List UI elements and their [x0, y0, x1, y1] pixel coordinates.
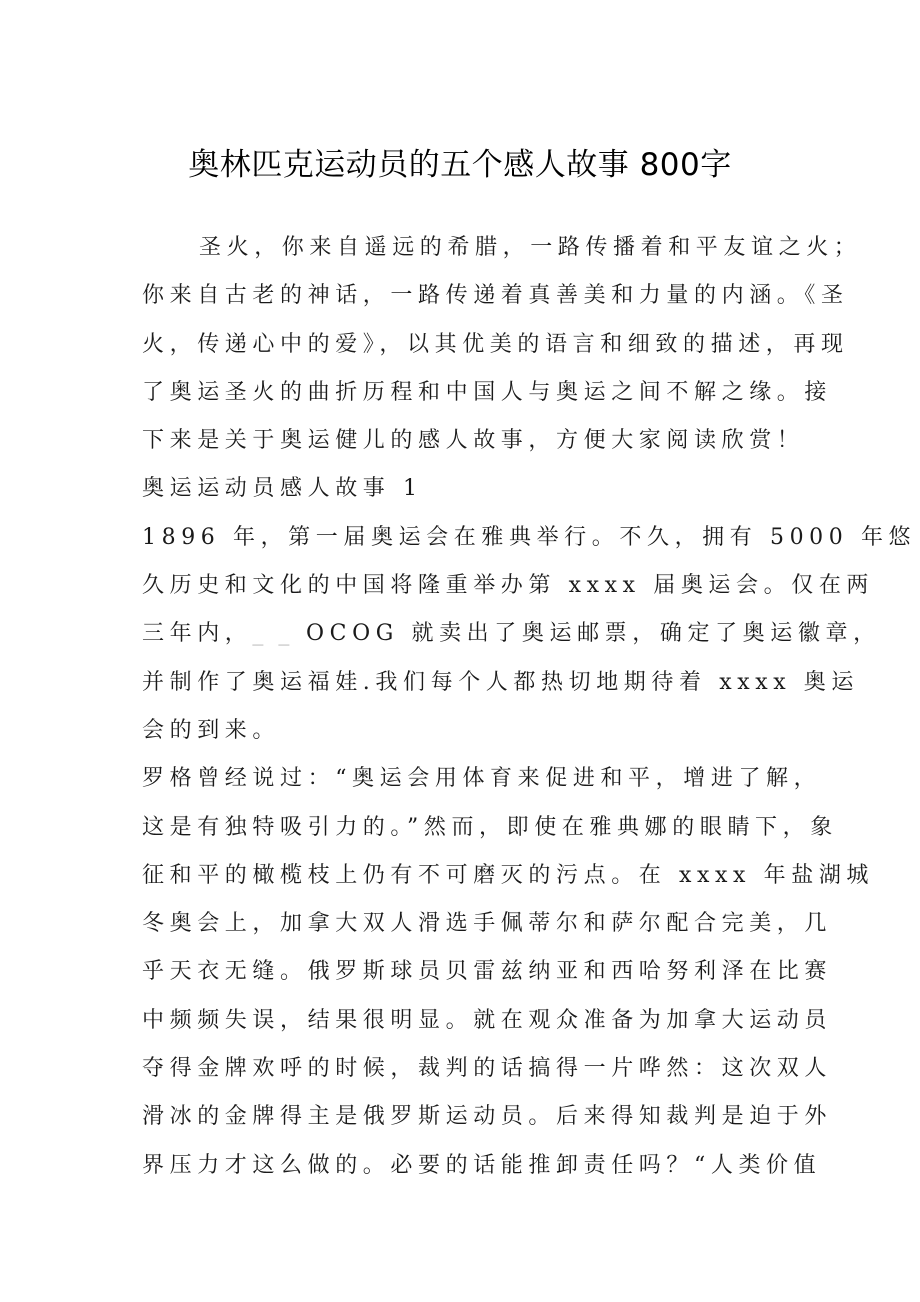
- paragraph-line: 中频频失误，结果很明显。就在观众准备为加拿大运动员: [142, 1007, 833, 1033]
- story-paragraph-2: [142, 755, 875, 1190]
- paragraph-line: 久历史和文化的中国将隆重举办第 xxxx 届奥运会。仅在两: [142, 573, 875, 599]
- intro-line: 圣火，你来自遥远的希腊，一路传播着和平友谊之火；: [199, 235, 862, 260]
- paragraph-line: 会的到来。: [142, 717, 281, 743]
- document-title: 奥林匹克运动员的五个感人故事 800字: [188, 147, 732, 183]
- paragraph-line: 夺得金牌欢呼的时候，裁判的话搞得一片哗然：这次双人: [142, 1056, 833, 1082]
- paragraph-text: OCOG 就卖出了奥运邮票，确定了奥运徽章，: [293, 621, 881, 647]
- intro-line: 下来是关于奥运健儿的感人故事，方便大家阅读欣赏！: [142, 428, 805, 454]
- blank-placeholder: _ _: [252, 621, 294, 647]
- intro-line: 火，传递心中的爱》，以其优美的语言和细致的描述，再现: [142, 331, 849, 357]
- paragraph-line: 界压力才这么做的。必要的话能推卸责任吗？“人类价值: [142, 1152, 822, 1178]
- paragraph-line: 1896 年，第一届奥运会在雅典举行。不久，拥有 5000 年悠: [142, 524, 917, 550]
- intro-paragraph: [142, 224, 862, 465]
- paragraph-line: 冬奥会上，加拿大双人滑选手佩蒂尔和萨尔配合完美，几: [142, 911, 833, 937]
- paragraph-line: [142, 610, 881, 658]
- paragraph-line: 这是有独特吸引力的。”然而，即使在雅典娜的眼睛下，象: [142, 814, 838, 840]
- paragraph-line: 乎天衣无缝。俄罗斯球员贝雷兹纳亚和西哈努利泽在比赛: [142, 959, 833, 985]
- intro-line: 了奥运圣火的曲折历程和中国人与奥运之间不解之缘。接: [142, 379, 833, 405]
- paragraph-line: 罗格曾经说过：“奥运会用体育来促进和平，增进了解，: [142, 766, 822, 792]
- paragraph-text: 三年内，: [142, 621, 253, 647]
- intro-line: 你来自古老的神话，一路传递着真善美和力量的内涵。《圣: [142, 283, 849, 309]
- document-body: [142, 224, 917, 1190]
- paragraph-line: 征和平的橄榄枝上仍有不可磨灭的污点。在 xxxx 年盐湖城: [142, 862, 875, 888]
- section-heading: 奥运运动员感人故事 1: [142, 476, 423, 502]
- paragraph-line: 滑冰的金牌得主是俄罗斯运动员。后来得知裁判是迫于外: [142, 1104, 833, 1130]
- story-paragraph-1: [142, 514, 917, 755]
- paragraph-line: 并制作了奥运福娃.我们每个人都热切地期待着 xxxx 奥运: [142, 669, 860, 695]
